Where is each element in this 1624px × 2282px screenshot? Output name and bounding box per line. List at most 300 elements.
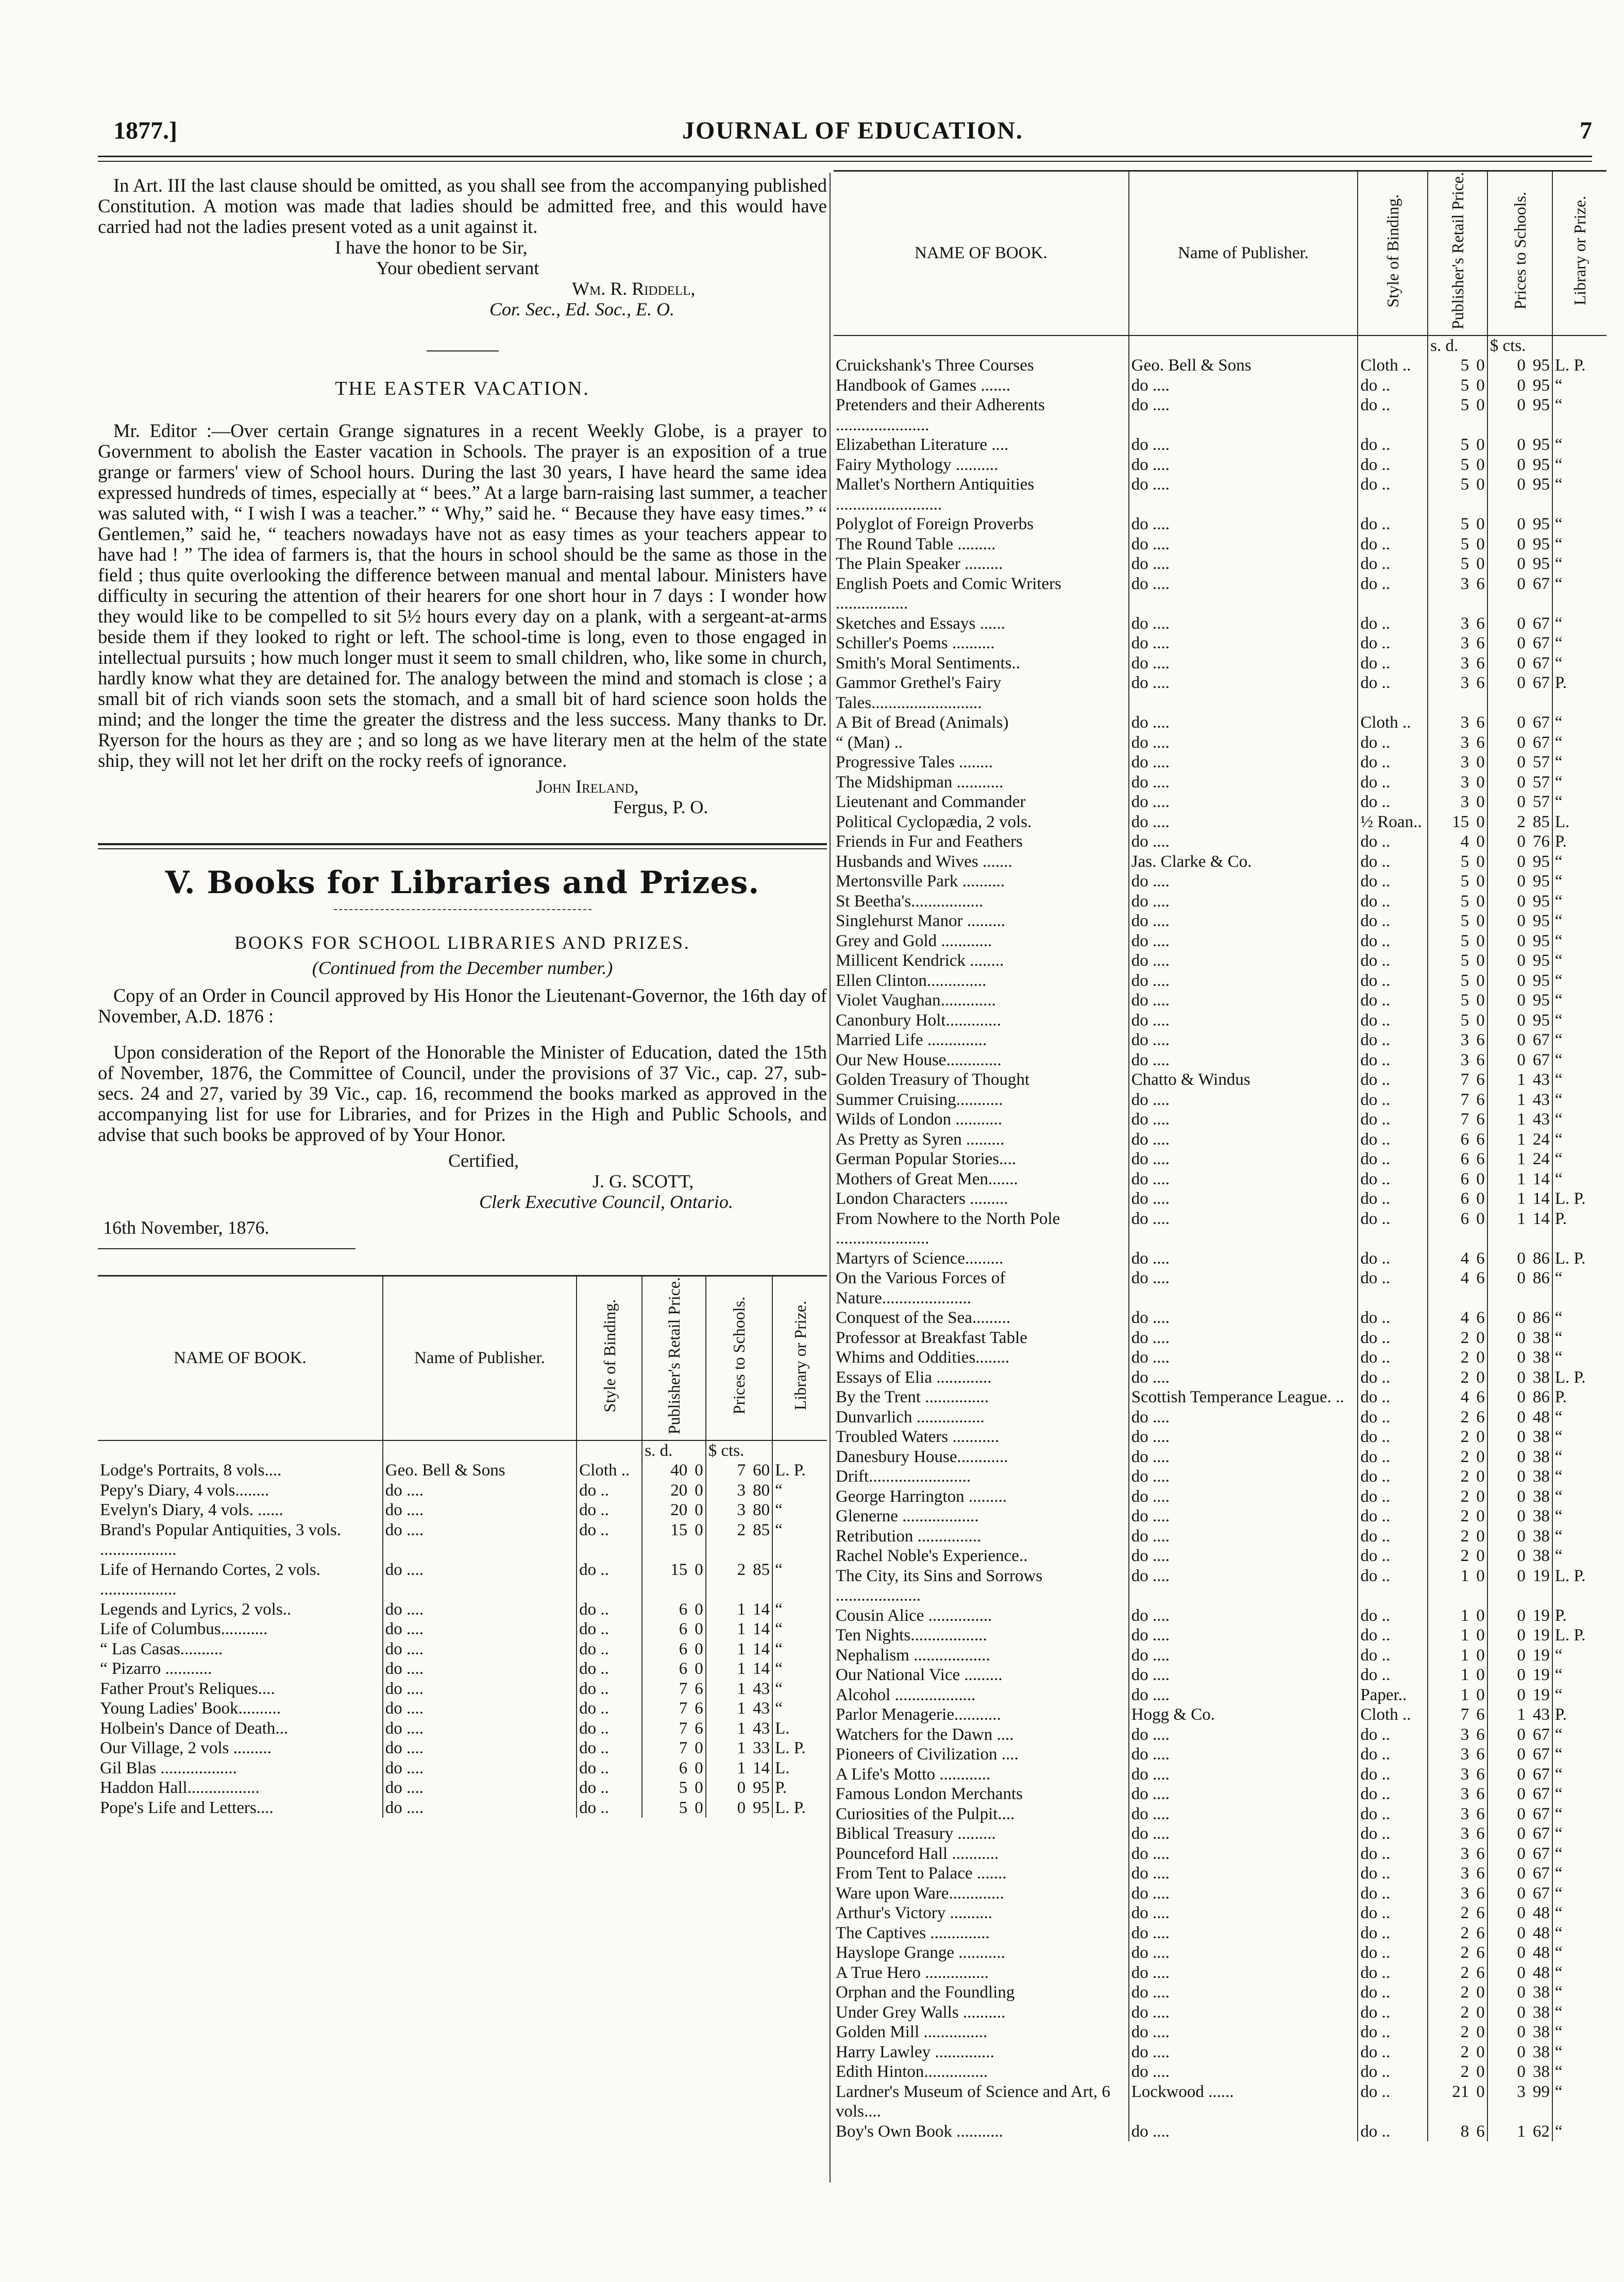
unit-schools: $ cts. [1487, 335, 1552, 356]
shillings: 3 [1460, 773, 1469, 792]
pence: 0 [1476, 356, 1485, 375]
book-title-cell: Orphan and the Foundling [836, 1983, 1015, 2002]
binding-cell: do .. [1358, 1983, 1428, 2003]
book-title-cell: From Nowhere to the North Pole ...................... [836, 1209, 1060, 1248]
dollars: 0 [1517, 475, 1526, 494]
binding-cell: do .. [1358, 1011, 1428, 1031]
shillings: 5 [1460, 931, 1469, 950]
retail-price-cell [1428, 2122, 1487, 2142]
pence: 0 [695, 1659, 703, 1679]
retail-price-cell [1428, 971, 1487, 991]
library-prize-cell: “ [1552, 1963, 1606, 1983]
binding-cell: do .. [1358, 1268, 1428, 1308]
school-price-cell [1487, 1268, 1552, 1308]
library-prize-cell: “ [1552, 2003, 1606, 2023]
publisher-cell: do .... [1129, 1149, 1358, 1169]
pence: 6 [1476, 713, 1485, 732]
shillings: 3 [1460, 1864, 1469, 1883]
library-prize-cell: “ [1552, 892, 1606, 912]
book-title-cell: Cousin Alice ............... [836, 1606, 992, 1625]
binding-cell: do .. [1358, 1249, 1428, 1269]
shillings: 2 [1460, 2023, 1469, 2042]
cents: 38 [1532, 2023, 1550, 2042]
pence: 6 [1476, 1388, 1485, 1407]
dollars: 1 [737, 1620, 746, 1639]
library-prize-cell: “ [772, 1560, 827, 1600]
pence: 6 [1476, 733, 1485, 752]
shillings: 4 [1460, 1388, 1469, 1407]
dollars: 0 [1517, 713, 1526, 732]
library-prize-cell: “ [1552, 1149, 1606, 1169]
retail-price-cell [1428, 1447, 1487, 1467]
book-title-cell: Pretenders and their Adherents ...................... [836, 396, 1045, 434]
dollars: 1 [737, 1639, 746, 1658]
shillings: 5 [1460, 376, 1469, 395]
pence: 0 [1476, 376, 1485, 395]
cents: 38 [1532, 2062, 1550, 2082]
library-prize-cell: “ [1552, 633, 1606, 653]
school-price-cell [706, 1560, 772, 1600]
school-price-cell [706, 1699, 772, 1719]
publisher-cell: do .... [1129, 1268, 1358, 1308]
shillings: 2 [1460, 1368, 1469, 1387]
retail-price-cell [1428, 574, 1487, 614]
publisher-cell: do .... [1129, 1348, 1358, 1368]
table-row [834, 1368, 1606, 1388]
binding-cell: do .. [1358, 1546, 1428, 1566]
cents: 67 [1532, 574, 1550, 593]
publisher-cell: do .... [1129, 1725, 1358, 1745]
binding-cell: do .. [1358, 554, 1428, 574]
table-row [834, 1209, 1606, 1249]
table-row [834, 951, 1606, 971]
library-prize-cell: P. [1552, 1387, 1606, 1407]
book-title-cell: The Plain Speaker ......... [836, 555, 1003, 574]
retail-price-cell [1428, 1149, 1487, 1169]
cents: 67 [1532, 733, 1550, 752]
dollars: 2 [737, 1560, 746, 1579]
binding-cell: do .. [1358, 2003, 1428, 2023]
table-row [98, 1679, 827, 1699]
dollars: 0 [1517, 1844, 1526, 1863]
publisher-cell: do .... [1129, 2062, 1358, 2082]
school-price-cell [1487, 2003, 1552, 2023]
retail-price-cell [1428, 1665, 1487, 1685]
book-title-cell: Life of Columbus........... [100, 1620, 268, 1639]
table-row [834, 1665, 1606, 1685]
shillings: 5 [1460, 951, 1469, 970]
school-price-cell [1487, 633, 1552, 653]
library-prize-cell: “ [1552, 1308, 1606, 1328]
table-row [834, 1923, 1606, 1943]
school-price-cell [1487, 1765, 1552, 1785]
library-prize-cell: “ [1552, 2022, 1606, 2042]
binding-cell: do .. [1358, 1923, 1428, 1943]
library-prize-cell: “ [1552, 475, 1606, 514]
shillings: 7 [1460, 1070, 1469, 1089]
publisher-cell: Chatto & Windus [1129, 1070, 1358, 1090]
binding-cell: do .. [1358, 1804, 1428, 1824]
binding-cell: do .. [1358, 1526, 1428, 1547]
dollars: 2 [1517, 812, 1526, 831]
school-price-cell [1487, 1090, 1552, 1110]
shillings: 15 [670, 1560, 688, 1579]
dollars: 0 [737, 1778, 746, 1798]
publisher-cell: do .... [1129, 832, 1358, 852]
book-title-cell: Conquest of the Sea......... [836, 1308, 1011, 1328]
book-title-cell: Drift........................ [836, 1467, 971, 1486]
publisher-cell: do .... [1129, 1209, 1358, 1249]
dollars: 0 [1517, 1626, 1526, 1645]
school-price-cell [1487, 892, 1552, 912]
school-price-cell [1487, 1348, 1552, 1368]
library-prize-cell: “ [772, 1520, 827, 1560]
binding-cell: do .. [1358, 733, 1428, 753]
school-price-cell [1487, 653, 1552, 674]
school-price-cell [1487, 356, 1552, 376]
shillings: 1 [1460, 1685, 1469, 1704]
retail-price-cell [1428, 812, 1487, 832]
binding-cell: do .. [1358, 1467, 1428, 1487]
publisher-cell: do .... [1129, 2003, 1358, 2023]
publisher-cell: Jas. Clarke & Co. [1129, 852, 1358, 872]
school-price-cell [706, 1778, 772, 1798]
shillings: 6 [679, 1600, 688, 1619]
binding-cell: do .. [1358, 1506, 1428, 1526]
shillings: 15 [1452, 812, 1469, 831]
library-prize-cell: “ [1552, 653, 1606, 674]
pence: 6 [1476, 1785, 1485, 1804]
table-row [834, 931, 1606, 951]
school-price-cell [1487, 1447, 1552, 1467]
order-body: Upon consideration of the Report of the Honorable the Minister of Education, dated the 15th of November, 1876, the Committee of Council, under the provisions of 37 Vic., cap. 27, sub-secs. 24 and 27, varied by 39 Vic., cap. 16, recommend the books marked as approved in the accompanying list for use for Libraries, and for Prizes in the High and Public Schools, and advise that such books be approved of by Your Honor. [98, 1042, 827, 1145]
publisher-cell: do .... [1129, 1844, 1358, 1864]
binding-label: Style of Binding. [600, 1299, 619, 1413]
retail-price-cell [1428, 1011, 1487, 1031]
retail-price-cell [642, 1461, 705, 1481]
binding-cell: do .. [577, 1699, 642, 1719]
library-prize-cell: “ [1552, 971, 1606, 991]
cents: 95 [1532, 931, 1550, 950]
school-price-cell [1487, 395, 1552, 435]
dollars: 0 [1517, 1249, 1526, 1268]
shillings: 2 [1460, 1507, 1469, 1526]
library-prize-cell: “ [1552, 1923, 1606, 1943]
dollars: 0 [1517, 1606, 1526, 1625]
library-prize-cell: “ [1552, 514, 1606, 534]
cents: 38 [1532, 1447, 1550, 1466]
school-price-cell [1487, 614, 1552, 634]
order-certified: Certified, [448, 1150, 519, 1171]
retail-price-cell [1428, 356, 1487, 376]
table-row [834, 752, 1606, 773]
publisher-cell: do .... [1129, 395, 1358, 435]
shillings: 5 [1460, 872, 1469, 891]
table-row [834, 574, 1606, 614]
library-prize-cell: “ [1552, 1546, 1606, 1566]
binding-cell: do .. [577, 1600, 642, 1620]
school-price-cell [706, 1639, 772, 1659]
pence: 0 [695, 1520, 703, 1539]
dollars: 0 [1517, 1428, 1526, 1447]
cents: 14 [753, 1659, 770, 1679]
book-title-cell: Millicent Kendrick ........ [836, 951, 1004, 970]
cents: 95 [1532, 971, 1550, 990]
binding-cell: do .. [577, 1778, 642, 1798]
pence: 6 [1476, 1844, 1485, 1863]
library-prize-cell: “ [1552, 2062, 1606, 2082]
pence: 0 [1476, 1209, 1485, 1228]
binding-cell: Cloth .. [1358, 1705, 1428, 1725]
retail-price-cell [642, 1758, 705, 1778]
shillings: 3 [1460, 1844, 1469, 1863]
library-prize-cell: “ [1552, 395, 1606, 435]
school-price-cell [1487, 713, 1552, 733]
dollars: 0 [1517, 1745, 1526, 1764]
shillings: 5 [1460, 912, 1469, 931]
binding-cell: do .. [1358, 931, 1428, 951]
col-binding-header [577, 1276, 642, 1440]
book-title-cell: Singlehurst Manor ......... [836, 912, 1006, 931]
pence: 0 [1476, 1606, 1485, 1625]
cents: 19 [1532, 1685, 1550, 1704]
school-price-cell [706, 1500, 772, 1520]
retail-label: Publisher's Retail Price. [664, 1277, 683, 1435]
unit-retail: s. d. [1428, 335, 1487, 356]
library-prize-cell: “ [772, 1619, 827, 1639]
dollars: 0 [1517, 455, 1526, 474]
binding-cell: do .. [1358, 1744, 1428, 1765]
publisher-cell: do .... [1129, 1090, 1358, 1110]
dollars: 0 [1517, 1308, 1526, 1328]
publisher-cell: do .... [1129, 574, 1358, 614]
retail-price-cell [1428, 1268, 1487, 1308]
dollars: 0 [1517, 1824, 1526, 1843]
pence: 6 [1476, 1150, 1485, 1169]
retail-price-cell [1428, 1784, 1487, 1804]
col-publisher-header: Name of Publisher. [383, 1276, 577, 1440]
school-price-cell [1487, 832, 1552, 852]
library-prize-cell: L. P. [1552, 1368, 1606, 1388]
library-prize-cell: “ [1552, 1070, 1606, 1090]
cents: 95 [1532, 872, 1550, 891]
school-price-cell [1487, 1725, 1552, 1745]
retail-price-cell [642, 1500, 705, 1520]
book-title-cell: “ Las Casas.......... [100, 1639, 223, 1658]
binding-cell: do .. [1358, 1189, 1428, 1209]
binding-cell: do .. [1358, 1209, 1428, 1249]
publisher-cell: do .... [1129, 971, 1358, 991]
retail-price-cell [1428, 1308, 1487, 1328]
library-prize-cell: P. [1552, 1209, 1606, 1249]
pence: 6 [1476, 1249, 1485, 1268]
binding-cell: do .. [1358, 1665, 1428, 1685]
table-row [98, 1520, 827, 1560]
binding-cell: do .. [1358, 633, 1428, 653]
pence: 6 [695, 1699, 703, 1718]
table-row [834, 1844, 1606, 1864]
school-price-cell [1487, 1923, 1552, 1943]
dollars: 0 [1517, 1943, 1526, 1962]
publisher-cell: do .... [1129, 1646, 1358, 1666]
dollars: 0 [1517, 1785, 1526, 1804]
shillings: 6 [679, 1620, 688, 1639]
cents: 38 [1532, 1348, 1550, 1367]
right-column [834, 170, 1606, 2206]
shillings: 6 [679, 1659, 688, 1679]
dollars: 0 [737, 1798, 746, 1817]
school-price-cell [1487, 1665, 1552, 1685]
school-price-cell [1487, 1050, 1552, 1070]
table-row [834, 852, 1606, 872]
pence: 6 [1476, 1269, 1485, 1288]
dollars: 0 [1517, 1050, 1526, 1069]
pence: 6 [1476, 1884, 1485, 1903]
table-row [834, 1685, 1606, 1705]
dollars: 1 [1517, 1189, 1526, 1209]
book-title-cell: Edith Hinton............... [836, 2062, 988, 2082]
left-books-body [98, 1461, 827, 1818]
school-price-cell [1487, 1705, 1552, 1725]
book-title-cell: Boy's Own Book ........... [836, 2122, 1003, 2141]
library-prize-cell: “ [1552, 1268, 1606, 1308]
school-price-cell [706, 1659, 772, 1679]
publisher-cell: do .... [1129, 1328, 1358, 1348]
cents: 86 [1532, 1249, 1550, 1268]
binding-cell: do .. [1358, 951, 1428, 971]
retail-price-cell [1428, 1765, 1487, 1785]
binding-cell: do .. [577, 1719, 642, 1739]
shillings: 40 [670, 1461, 688, 1480]
shillings: 2 [1460, 2042, 1469, 2061]
school-price-cell [1487, 2042, 1552, 2062]
publisher-cell: do .... [1129, 1110, 1358, 1130]
retail-price-cell [1428, 931, 1487, 951]
cents: 86 [1532, 1388, 1550, 1407]
pence: 0 [1476, 2042, 1485, 2061]
book-title-cell: Brand's Popular Antiquities, 3 vols. .................. [100, 1520, 341, 1559]
library-prize-cell: L. P. [772, 1798, 827, 1818]
book-title-cell: A Life's Motto ............ [836, 1765, 991, 1784]
publisher-cell: do .... [383, 1719, 577, 1739]
table-row [834, 991, 1606, 1011]
school-price-cell [1487, 1903, 1552, 1923]
pence: 0 [1476, 832, 1485, 851]
school-price-cell [1487, 792, 1552, 812]
binding-cell: do .. [1358, 1824, 1428, 1844]
publisher-cell: Geo. Bell & Sons [383, 1461, 577, 1481]
book-title-cell: Haddon Hall................. [100, 1778, 260, 1798]
publisher-cell: do .... [1129, 554, 1358, 574]
book-title-cell: Golden Treasury of Thought [836, 1070, 1030, 1089]
pence: 6 [1476, 1090, 1485, 1109]
book-title-cell: Married Life .............. [836, 1031, 987, 1050]
cents: 80 [753, 1481, 770, 1500]
cents: 38 [1532, 1526, 1550, 1546]
publisher-cell: do .... [1129, 1784, 1358, 1804]
pence: 6 [1476, 1745, 1485, 1764]
section-divider [427, 350, 499, 351]
pence: 6 [1476, 1308, 1485, 1328]
cents: 85 [753, 1520, 770, 1539]
cents: 43 [1532, 1090, 1550, 1109]
library-prize-cell: “ [1552, 1983, 1606, 2003]
shillings: 2 [1460, 1526, 1469, 1546]
dollars: 1 [737, 1739, 746, 1758]
order-signer-title: Clerk Executive Council, Ontario. [479, 1192, 733, 1212]
retail-price-cell [1428, 2003, 1487, 2023]
retail-price-cell [1428, 2022, 1487, 2042]
shillings: 7 [1460, 1110, 1469, 1129]
retail-price-cell [1428, 1824, 1487, 1844]
book-title-cell: Watchers for the Dawn .... [836, 1725, 1014, 1744]
cents: 85 [1532, 812, 1550, 831]
table-row [98, 1461, 827, 1481]
table-row [834, 971, 1606, 991]
school-price-cell [1487, 1189, 1552, 1209]
binding-cell: do .. [1358, 2122, 1428, 2142]
table-row [834, 892, 1606, 912]
pence: 6 [1476, 1943, 1485, 1962]
binding-cell: do .. [577, 1619, 642, 1639]
table-row [834, 1864, 1606, 1884]
dollars: 0 [1517, 515, 1526, 534]
table-row [834, 1070, 1606, 1090]
table-row [834, 614, 1606, 634]
school-price-cell [1487, 752, 1552, 773]
binding-cell: do .. [1358, 1407, 1428, 1428]
dollars: 0 [1517, 793, 1526, 812]
pence: 0 [1476, 2023, 1485, 2042]
publisher-cell: do .... [383, 1600, 577, 1620]
binding-label: Style of Binding. [1383, 194, 1402, 308]
binding-cell: do .. [577, 1639, 642, 1659]
school-price-cell [1487, 1149, 1552, 1169]
publisher-cell: do .... [1129, 1765, 1358, 1785]
cents: 33 [753, 1739, 770, 1758]
dollars: 0 [1517, 1963, 1526, 1982]
binding-cell: do .. [1358, 1566, 1428, 1606]
cents: 19 [1532, 1626, 1550, 1645]
binding-cell: do .. [1358, 832, 1428, 852]
easter-body: Mr. Editor :—Over certain Grange signatures in a recent Weekly Globe, is a prayer to Government to abolish the Easter vacation in Schools. The prayer is an exposition of a true grange or farmers' view of School hours. During the last 30 years, I have heard the same idea expressed hundreds of times, especially at “ bees.” At a large barn-raising last summer, a teacher was saluted with, “ I wish I was a teacher.” “ Why,” said he. “ Because they have easy times.” “ Gentlemen,” said he, “ teachers nowadays have not as easy times as your teachers appear to have had ! ” The idea of farmers is, that the hours in school should be the same as those in the field ; thus quite overlooking the difference between manual and mental labour. Ministers have difficulty in securing the attention of their hearers for one short hour in 7 days : I wonder how they would like to be compelled to sit 5½ hours every day on a plank, with a sergeant-at-arms beside them if they looked to right or left. The school-time is long, even to those engaged in intellectual pursuits ; how much longer must it seem to small children, who, like some in church, hardly know what they are detained for. The analogy between the mind and stomach is close ; a small bit of rich viands soon sets the stomach, and a small bit of hard science soon holds the mind; and the longer the time the greater the distress and the less success. Many thanks to Dr. Ryerson for the hours as they are ; and so long as we have literary men at the helm of the state ship, they will not let her drift on the rocky reefs of ignorance. [98, 420, 827, 771]
binding-cell: do .. [1358, 2082, 1428, 2122]
table-row [834, 1824, 1606, 1844]
dollars: 0 [1517, 1269, 1526, 1288]
table-row [834, 2022, 1606, 2042]
binding-cell: do .. [1358, 475, 1428, 514]
publisher-cell: do .... [1129, 752, 1358, 773]
table-row [834, 1963, 1606, 1983]
table-row [834, 2122, 1606, 2142]
pence: 0 [1476, 812, 1485, 831]
book-title-cell: Arthur's Victory .......... [836, 1904, 992, 1923]
cents: 67 [1532, 653, 1550, 673]
book-title-cell: Pioneers of Civilization .... [836, 1745, 1019, 1764]
book-title-cell: Political Cyclopædia, 2 vols. [836, 812, 1032, 831]
publisher-cell: do .... [1129, 1467, 1358, 1487]
publisher-cell: do .... [383, 1798, 577, 1818]
dollars: 1 [1517, 1209, 1526, 1228]
binding-cell: do .. [1358, 1368, 1428, 1388]
publisher-cell: do .... [1129, 812, 1358, 832]
library-prize-cell: L. P. [772, 1461, 827, 1481]
pence: 0 [1476, 773, 1485, 792]
table-row [834, 1149, 1606, 1169]
school-price-cell [1487, 1884, 1552, 1904]
school-price-cell [1487, 1110, 1552, 1130]
cents: 86 [1532, 1269, 1550, 1288]
